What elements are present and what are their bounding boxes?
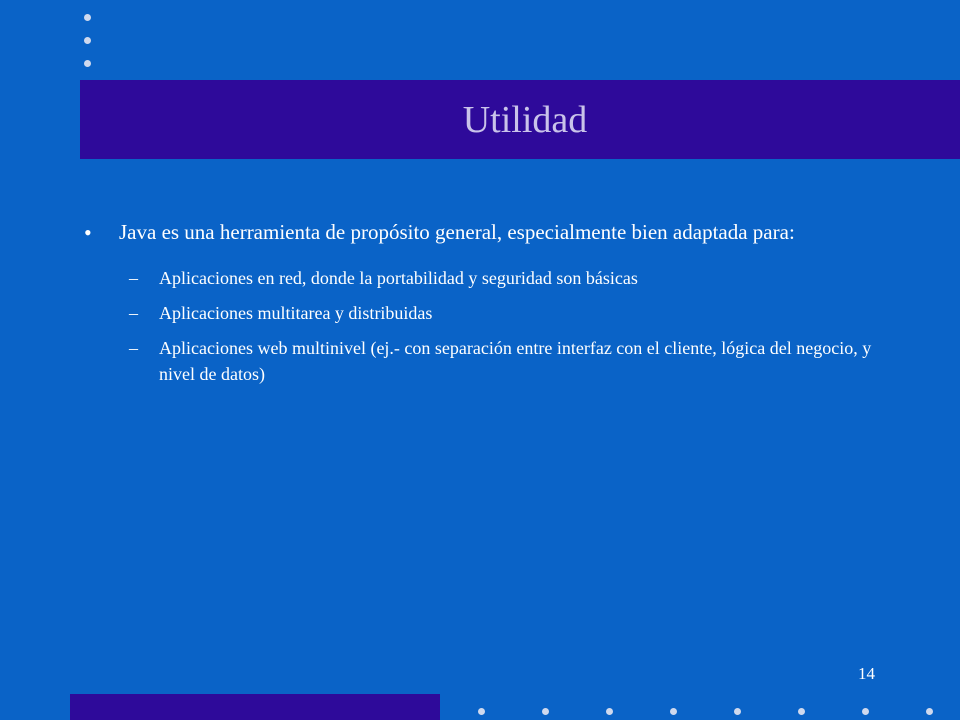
footer-band — [70, 694, 440, 720]
decorative-dot — [862, 708, 869, 715]
decorative-dot — [670, 708, 677, 715]
decorative-dot — [542, 708, 549, 715]
decorative-dot — [926, 708, 933, 715]
sub-item-text: Aplicaciones multitarea y distribuidas — [159, 303, 433, 323]
sub-item — [129, 265, 884, 291]
decorative-dot — [84, 60, 91, 67]
title-band — [80, 80, 960, 159]
bullet-icon: • — [84, 220, 92, 245]
slide-content — [84, 218, 884, 396]
sub-item-text: Aplicaciones web multinivel (ej.- con separación entre interfaz con el cliente, lógica del negocio, y nivel de datos) — [159, 338, 872, 384]
sub-item-text: Aplicaciones en red, donde la portabilidad y seguridad son básicas — [159, 268, 638, 288]
decorative-dot — [798, 708, 805, 715]
bullet-text: Java es una herramienta de propósito general, especialmente bien adaptada para: — [119, 220, 795, 244]
decorative-dot — [478, 708, 485, 715]
dash-icon: – — [129, 268, 138, 288]
bullet-item — [84, 218, 884, 247]
decorative-dot — [84, 37, 91, 44]
dash-icon: – — [129, 338, 138, 358]
sub-item — [129, 335, 884, 387]
dash-icon: – — [129, 303, 138, 323]
decorative-dot — [84, 14, 91, 21]
slide-title: Utilidad — [462, 98, 588, 141]
sub-item — [129, 300, 884, 326]
page-number: 14 — [858, 664, 875, 683]
decorative-dot — [734, 708, 741, 715]
decorative-dot — [606, 708, 613, 715]
sub-item-list — [84, 265, 884, 387]
